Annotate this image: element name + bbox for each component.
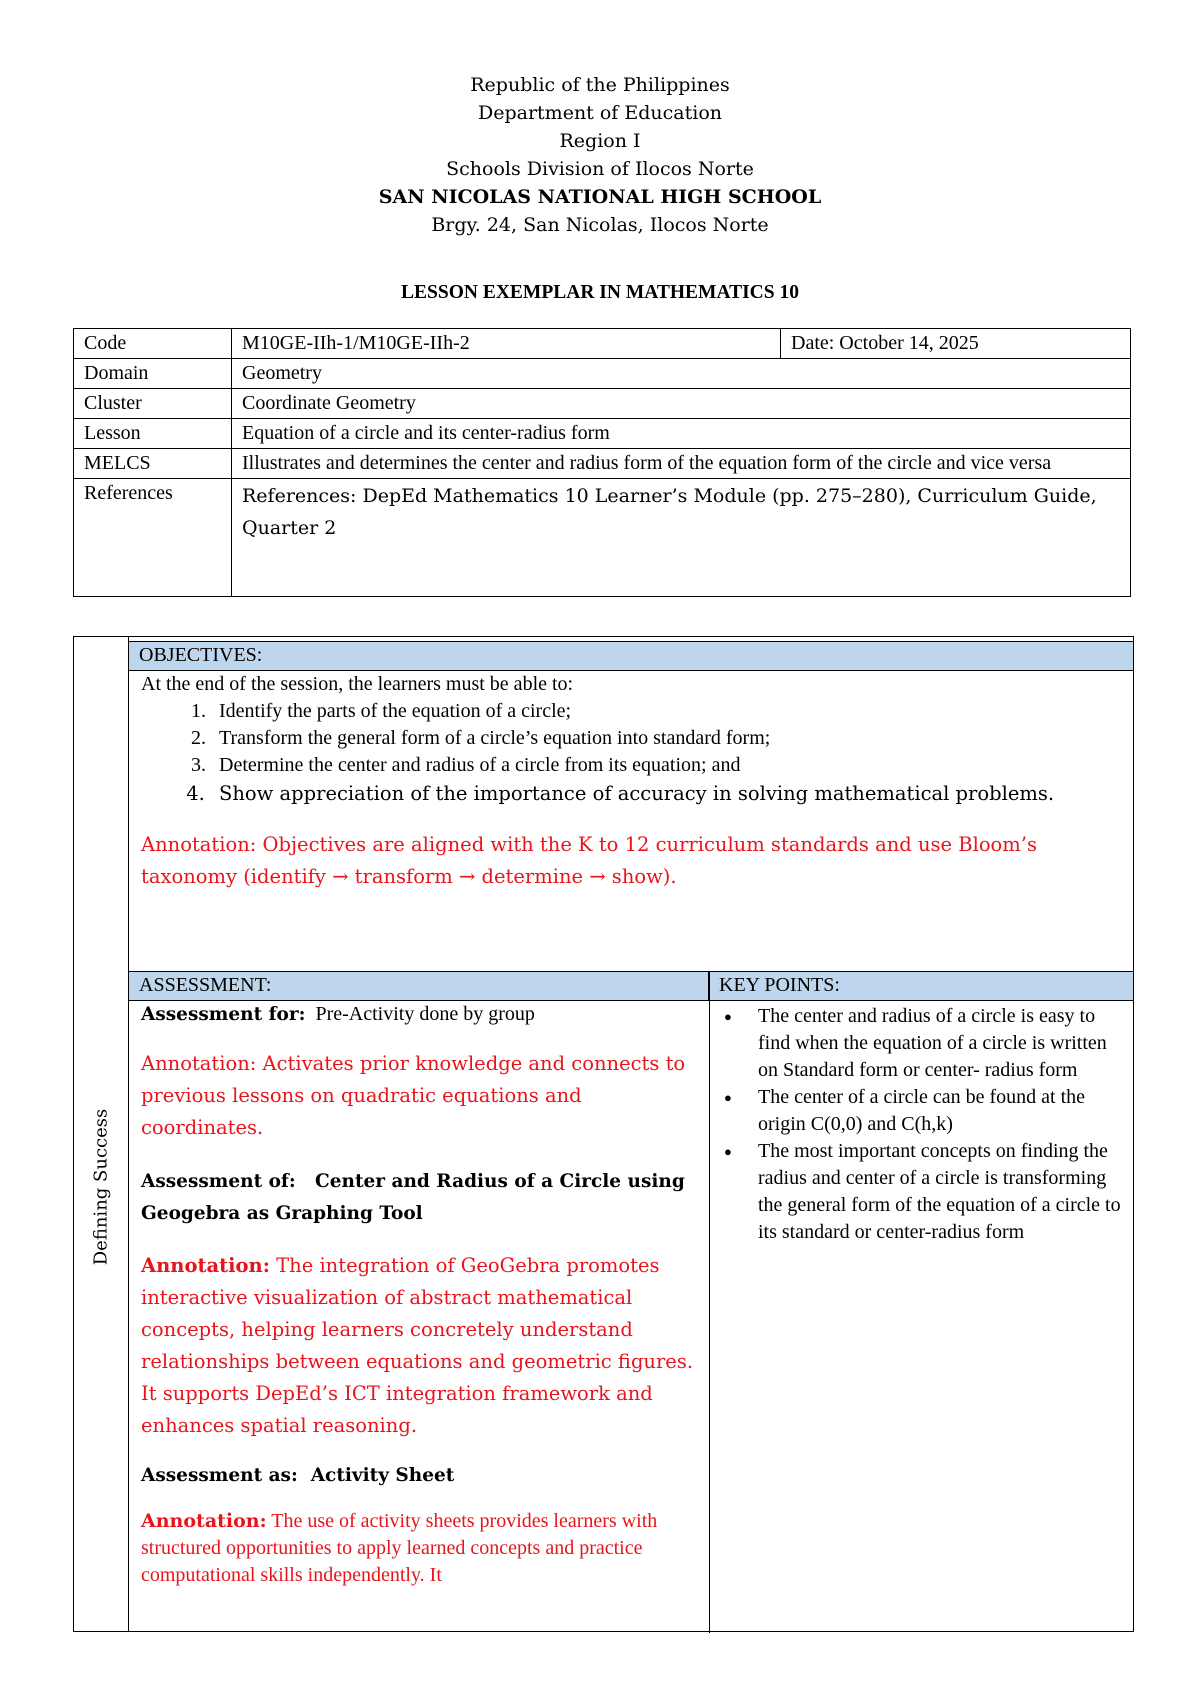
melcs-value: Illustrates and determines the center and radius form of the equation form of the circle and vice versa bbox=[232, 449, 1131, 479]
references-label: References bbox=[74, 479, 232, 597]
key-points-list bbox=[722, 1003, 1122, 1246]
objectives-list bbox=[141, 698, 1121, 809]
code-label: Code bbox=[74, 329, 232, 359]
cluster-label: Cluster bbox=[74, 389, 232, 419]
lesson-value: Equation of a circle and its center-radius form bbox=[232, 419, 1131, 449]
cluster-value: Coordinate Geometry bbox=[232, 389, 1131, 419]
date-value: Date: October 14, 2025 bbox=[781, 329, 1131, 359]
assessment-of-annotation-label: Annotation: bbox=[141, 1254, 270, 1277]
lesson-label: Lesson bbox=[74, 419, 232, 449]
header-address: Brgy. 24, San Nicolas, Ilocos Norte bbox=[431, 214, 769, 236]
list-item: ● The center of a circle can be found at the origin C(0,0) and C(h,k) bbox=[758, 1084, 1122, 1138]
lesson-info-table bbox=[73, 328, 1131, 597]
header-school: SAN NICOLAS NATIONAL HIGH SCHOOL bbox=[378, 186, 822, 208]
melcs-label: MELCS bbox=[74, 449, 232, 479]
table-row bbox=[74, 389, 1131, 419]
code-value: M10GE-IIh-1/M10GE-IIh-2 bbox=[232, 329, 781, 359]
table-row bbox=[74, 419, 1131, 449]
defining-success-label: Defining Success bbox=[90, 1108, 112, 1266]
assessment-as-annotation: The use of activity sheets provides learners with structured opportunities to apply learned concepts and practice computational skills independently. It bbox=[141, 1510, 658, 1586]
domain-label: Domain bbox=[74, 359, 232, 389]
assessment-as bbox=[141, 1460, 701, 1492]
assessment-heading: ASSESSMENT: bbox=[129, 971, 709, 1001]
list-item: ● The most important concepts on finding the radius and center of a circle is transforming the general form of the equation of a circle to its standard or center-radius form bbox=[758, 1138, 1122, 1246]
objectives-annotation: Annotation: Objectives are aligned with the K to 12 curriculum standards and use Bloom’s taxonomy (identify → transform → determine → show). bbox=[141, 833, 1037, 888]
assessment-as-label: Assessment as: bbox=[141, 1465, 298, 1486]
assessment-of-annotation-block bbox=[141, 1250, 701, 1442]
objectives-heading: OBJECTIVES: bbox=[129, 641, 1133, 671]
side-column bbox=[74, 637, 129, 1631]
assessment-of bbox=[141, 1166, 701, 1230]
list-item: 2. Transform the general form of a circle’s equation into standard form; bbox=[211, 725, 1121, 752]
objectives-intro: At the end of the session, the learners must be able to: bbox=[141, 673, 574, 695]
assessment-of-annotation: The integration of GeoGebra promotes interactive visualization of abstract mathematical concepts, helping learners concretely understand relationships between equations and geometric figures. It supports DepEd’s ICT integration framework and enhances spatial reasoning. bbox=[141, 1254, 694, 1437]
assessment-as-annotation-block bbox=[141, 1508, 701, 1589]
assessment-for bbox=[141, 1001, 701, 1028]
defining-success-section bbox=[73, 636, 1134, 1632]
list-item: 3. Determine the center and radius of a circle from its equation; and bbox=[211, 752, 1121, 779]
assessment-for-annotation: Annotation: Activates prior knowledge and connects to previous lessons on quadratic equations and coordinates. bbox=[141, 1052, 686, 1139]
table-row bbox=[74, 359, 1131, 389]
table-row bbox=[74, 329, 1131, 359]
domain-value: Geometry bbox=[232, 359, 1131, 389]
references-value: References: DepEd Mathematics 10 Learner’s Module (pp. 275–280), Curriculum Guide, Quarter 2 bbox=[232, 479, 1131, 597]
header-region: Region I bbox=[559, 130, 641, 152]
header-republic: Republic of the Philippines bbox=[470, 74, 730, 96]
column-divider bbox=[709, 971, 710, 1633]
objectives-body bbox=[141, 671, 1121, 893]
assessment-as-value: Activity Sheet bbox=[310, 1465, 455, 1486]
table-row bbox=[74, 449, 1131, 479]
assessment-of-value: Center and Radius of a Circle using Geogebra as Graphing Tool bbox=[141, 1171, 685, 1224]
list-item: ● The center and radius of a circle is easy to find when the equation of a circle is written on Standard form or center- radius form bbox=[758, 1003, 1122, 1084]
assessment-for-value: Pre-Activity done by group bbox=[315, 1003, 535, 1025]
assessment-body bbox=[141, 1001, 701, 1589]
key-points-body bbox=[722, 1003, 1122, 1246]
header-department: Department of Education bbox=[478, 102, 722, 124]
assessment-as-annotation-label: Annotation: bbox=[141, 1510, 267, 1532]
header-division: Schools Division of Ilocos Norte bbox=[446, 158, 754, 180]
assessment-of-label: Assessment of: bbox=[141, 1171, 296, 1192]
page-title: LESSON EXEMPLAR IN MATHEMATICS 10 bbox=[401, 282, 799, 303]
list-item: 1. Identify the parts of the equation of a circle; bbox=[211, 698, 1121, 725]
list-item: 4. Show appreciation of the importance of accuracy in solving mathematical problems. bbox=[211, 779, 1121, 809]
key-points-heading: KEY POINTS: bbox=[709, 971, 1133, 1001]
table-row bbox=[74, 479, 1131, 597]
assessment-for-label: Assessment for: bbox=[141, 1004, 306, 1025]
